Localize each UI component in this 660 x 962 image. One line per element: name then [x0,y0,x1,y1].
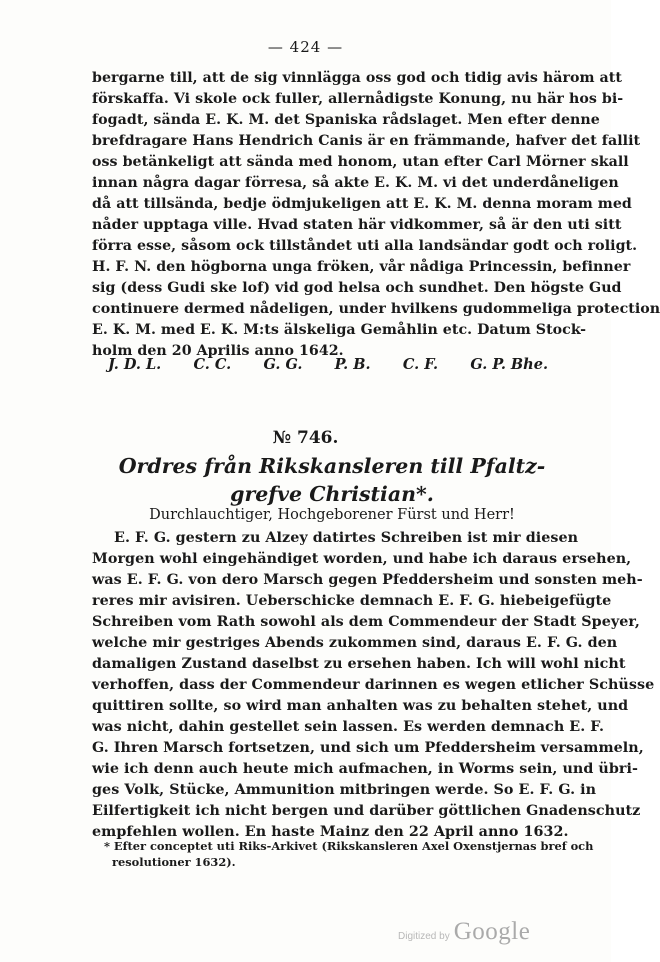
text-line: wie ich denn auch heute mich aufmachen, in Worms sein, und übri- [92,761,638,777]
text-line: E. F. G. gestern zu Alzey datirtes Schreiben ist mir diesen [114,530,579,546]
text-line: Eilfertigkeit ich nicht bergen und darüber göttlichen Gnadenschutz [92,803,641,819]
text-line: Morgen wohl eingehändiget worden, und habe ich daraus ersehen, [92,551,632,567]
text-line: holm den 20 Aprilis anno 1642. [92,343,344,359]
signature-initials: G. G. [263,356,303,373]
text-line: was E. F. G. von dero Marsch gegen Pfeddersheim und sonsten meh- [92,572,643,588]
text-line: sig (dess Gudi ske lof) vid god helsa och sundhet. Den högste Gud [92,280,622,296]
footnote [92,838,594,870]
footnote-line: * Efter conceptet uti Riks-Arkivet (Rikskansleren Axel Oxenstjernas bref och [104,839,594,853]
swedish-letter-body [92,68,660,362]
text-line: H. F. N. den högborna unga fröken, vår nådiga Princessin, befinner [92,259,631,275]
text-line: was nicht, dahin gestellet sein lassen. Es werden demnach E. F. [92,719,605,735]
text-line: fogadt, sända E. K. M. det Spaniska rådslaget. Men efter denne [92,112,600,128]
signature-initials: C. F. [402,356,439,373]
text-line: damaligen Zustand daselbst zu ersehen haben. Ich will wohl nicht [92,656,626,672]
text-line: reres mir avisiren. Ueberschicke demnach E. F. G. hiebeigefügte [92,593,612,609]
text-line: Schreiben vom Rath sowohl als dem Commendeur der Stadt Speyer, [92,614,640,630]
text-line: verhoffen, dass der Commendeur darinnen es wegen etlicher Schüsse [92,677,655,693]
text-line: brefdragare Hans Hendrich Canis är en främmande, hafver det fallit [92,133,641,149]
text-line: welche mir gestriges Abends zukommen sind, daraus E. F. G. den [92,635,618,651]
german-letter-body [92,528,655,843]
footnote-line: resolutioner 1632). [112,855,236,869]
signature-initials: J. D. L. [108,356,162,373]
signature-initials: P. B. [334,356,371,373]
heading-line: grefve Christian*. [230,482,434,506]
salutation: Durchlauchtiger, Hochgeborener Fürst und Herr! [149,507,515,523]
signature-initials: C. C. [193,356,232,373]
text-line: oss betänkeligt att sända med honom, utan efter Carl Mörner skall [92,154,629,170]
heading-line: Ordres från Rikskansleren till Pfaltz- [118,454,546,478]
text-line: quittiren sollte, so wird man anhalten was zu behalten stehet, und [92,698,629,714]
text-line: continuere dermed nådeligen, under hvilkens gudommeliga protection [92,301,660,317]
digitized-watermark [398,918,530,946]
text-line: förra esse, såsom ock tillståndet uti alla landsändar godt och roligt. [92,238,638,254]
document-number: № 746. [272,428,339,448]
text-line: förskaffa. Vi skole ock fuller, allernådigste Konung, nu här hos bi- [92,91,624,107]
document-heading [92,452,572,508]
text-line: nåder upptaga ville. Hvad staten här vidkommer, så är den uti sitt [92,217,622,233]
signature-initials: G. P. Bhe. [470,356,548,373]
google-logo: Google [453,918,531,945]
text-line: innan några dagar förresa, så akte E. K. M. vi det underdåneligen [92,175,619,191]
text-line: empfehlen wollen. En haste Mainz den 22 April anno 1632. [92,824,569,840]
text-line: ges Volk, Stücke, Ammunition mitbringen werde. So E. F. G. in [92,782,597,798]
text-line: E. K. M. med E. K. M:ts älskeliga Gemåhlin etc. Datum Stock- [92,322,587,338]
text-line: bergarne till, att de sig vinnlägga oss god och tidig avis härom att [92,70,623,86]
text-line: då att tillsända, bedje ödmjukeligen att E. K. M. denna moram med [92,196,632,212]
watermark-digitized-label: Digitized by [398,931,450,942]
page-number: — 424 — [267,38,344,56]
text-line: G. Ihren Marsch fortsetzen, und sich um Pfeddersheim versammeln, [92,740,644,756]
signatures [108,356,548,373]
